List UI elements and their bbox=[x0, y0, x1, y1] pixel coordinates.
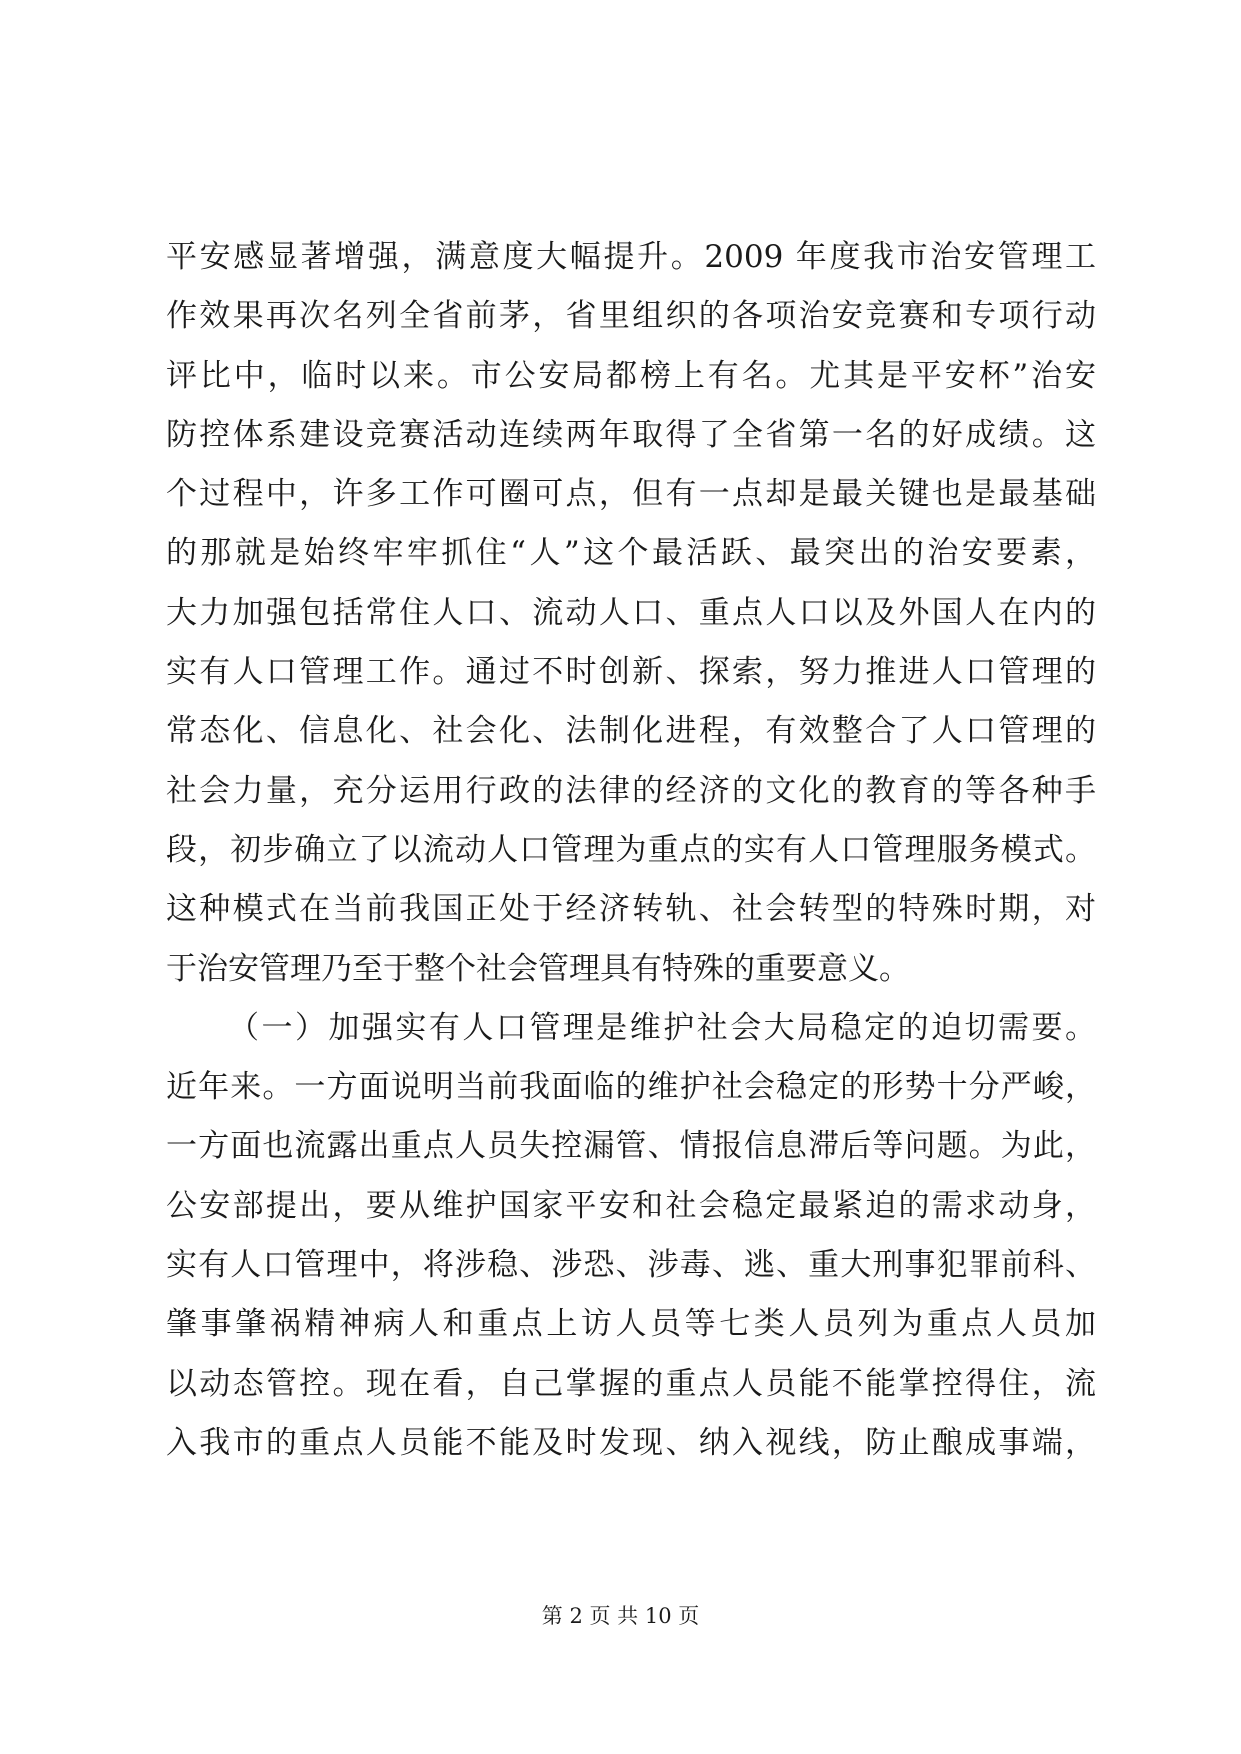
text-line: 以动态管控。现在看，自己掌握的重点人员能不能掌控得住，流 bbox=[166, 1365, 1096, 1402]
text-line: 大力加强包括常住人口、流动人口、重点人口以及外国人在内的 bbox=[166, 594, 1096, 631]
section-heading-line: （一）加强实有人口管理是维护社会大局稳定的迫切需要。 bbox=[228, 1009, 1096, 1046]
text-line: 入我市的重点人员能不能及时发现、纳入视线，防止酿成事端， bbox=[166, 1424, 1096, 1461]
text-line: 一方面也流露出重点人员失控漏管、情报信息滞后等问题。为此， bbox=[166, 1128, 1096, 1165]
text-line: 社会力量，充分运用行政的法律的经济的文化的教育的等各种手 bbox=[166, 772, 1096, 809]
text-line: 近年来。一方面说明当前我面临的维护社会稳定的形势十分严峻， bbox=[166, 1069, 1096, 1106]
text-line: 评比中，临时以来。市公安局都榜上有名。尤其是平安杯”治安 bbox=[166, 357, 1096, 394]
text-line: 作效果再次名列全省前茅，省里组织的各项治安竞赛和专项行动 bbox=[166, 298, 1096, 335]
text-line: 实有人口管理工作。通过不时创新、探索，努力推进人口管理的 bbox=[166, 654, 1096, 691]
text-line: 平安感显著增强，满意度大幅提升。2009 年度我市治安管理工 bbox=[166, 239, 1096, 275]
text-line: 肇事肇祸精神病人和重点上访人员等七类人员列为重点人员加 bbox=[166, 1306, 1096, 1343]
text-line: 的那就是始终牢牢抓住“人”这个最活跃、最突出的治安要素， bbox=[166, 535, 1096, 572]
text-line: 常态化、信息化、社会化、法制化进程，有效整合了人口管理的 bbox=[166, 713, 1096, 750]
text-line: 个过程中，许多工作可圈可点，但有一点却是最关键也是最基础 bbox=[166, 476, 1096, 513]
text-line: 公安部提出，要从维护国家平安和社会稳定最紧迫的需求动身， bbox=[166, 1187, 1096, 1224]
document-body bbox=[166, 228, 1096, 1473]
text-line: 段，初步确立了以流动人口管理为重点的实有人口管理服务模式。 bbox=[166, 831, 1096, 868]
page-number-footer: 第 2 页 共 10 页 bbox=[541, 1604, 700, 1628]
text-line: 防控体系建设竞赛活动连续两年取得了全省第一名的好成绩。这 bbox=[166, 416, 1096, 453]
text-line: 这种模式在当前我国正处于经济转轨、社会转型的特殊时期，对 bbox=[166, 891, 1096, 928]
text-line: 实有人口管理中，将涉稳、涉恐、涉毒、逃、重大刑事犯罪前科、 bbox=[166, 1247, 1096, 1284]
text-line: 于治安管理乃至于整个社会管理具有特殊的重要意义。 bbox=[166, 950, 910, 987]
